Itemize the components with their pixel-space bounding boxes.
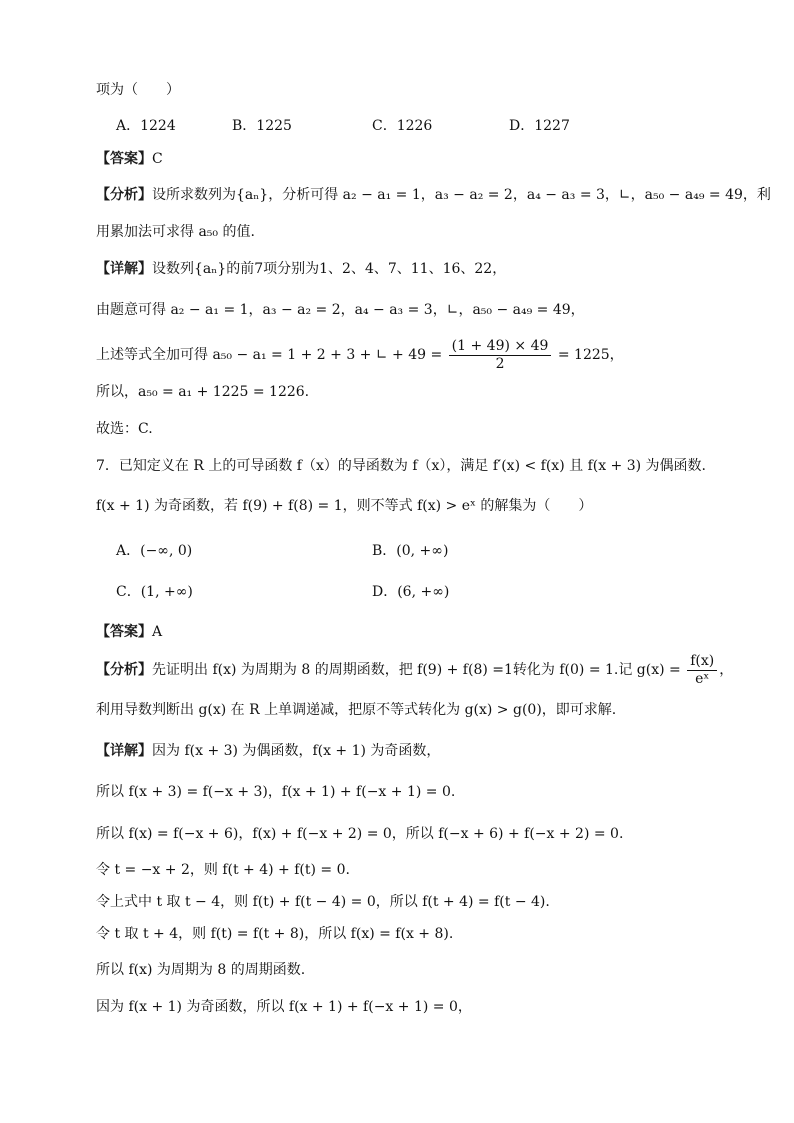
option-c: C．(1, +∞) xyxy=(116,584,193,600)
analysis-tag: 【分析】 xyxy=(96,662,152,678)
detail-line-6: 令 t 取 t + 4，则 f(t) = f(t + 8)，所以 f(x) = f(x + 8). xyxy=(96,926,454,942)
option-d: D．1227 xyxy=(509,118,570,134)
detail-line-3: 所以 f(x) = f(−x + 6)，f(x) + f(−x + 2) = 0，所以 f(−x + 6) + f(−x + 2) = 0. xyxy=(96,826,624,842)
detail-tag: 【详解】 xyxy=(96,743,152,759)
option-a: A．1224 xyxy=(116,118,176,134)
analysis-tag: 【分析】 xyxy=(96,187,152,203)
answer-tag: 【答案】 xyxy=(96,151,152,167)
detail-line-5: 故选：C. xyxy=(96,421,153,437)
answer-line xyxy=(96,149,163,169)
detail-line-4: 所以，a₅₀ = a₁ + 1225 = 1226. xyxy=(96,384,310,400)
answer-line xyxy=(96,622,162,642)
option-b: B．1225 xyxy=(232,118,292,134)
detail-line-5: 令上式中 t 取 t − 4，则 f(t) + f(t − 4) = 0，所以 f(t + 4) = f(t − 4). xyxy=(96,894,550,910)
answer-value: A xyxy=(152,624,163,640)
detail-line-8: 因为 f(x + 1) 为奇函数，所以 f(x + 1) + f(−x + 1) = 0， xyxy=(96,999,472,1015)
question-7-stem-line-2: f(x + 1) 为奇函数，若 f(9) + f(8) = 1，则不等式 f(x) > eˣ 的解集为（ ） xyxy=(96,498,593,514)
detail-line-2: 由题意可得 a₂ − a₁ = 1，a₃ − a₂ = 2，a₄ − a₃ = 3，∟，a₅₀ − a₄₉ = 49， xyxy=(96,302,585,318)
detail-line-4: 令 t = −x + 2，则 f(t + 4) + f(t) = 0. xyxy=(96,862,350,878)
detail-line-1: 【详解】因为 f(x + 3) 为偶函数，f(x + 1) 为奇函数， xyxy=(96,743,441,759)
g-definition-fraction: $\frac{f(x)}{\text{eˣ}}$ xyxy=(687,653,717,688)
answer-value: C xyxy=(152,151,163,167)
question-6-stem-tail: 项为（ ） xyxy=(96,82,180,98)
detail-line-3: 上述等式全加可得 a₅₀ − a₁ = 1 + 2 + 3 + ∟ + 49 = $\frac{(1 + 49) \times 49}{2}$ = 1225， xyxy=(96,337,624,372)
detail-tag: 【详解】 xyxy=(96,261,152,277)
option-d: D．(6, +∞) xyxy=(372,584,450,600)
option-b: B．(0, +∞) xyxy=(372,543,449,559)
answer-tag: 【答案】 xyxy=(96,624,152,640)
analysis-line-1: 【分析】设所求数列为{aₙ}，分析可得 a₂ − a₁ = 1，a₃ − a₂ = 2，a₄ − a₃ = 3，∟，a₅₀ − a₄₉ = 49，利 xyxy=(96,187,771,203)
sum-fraction: $\frac{(1 + 49) \times 49}{2}$ xyxy=(449,338,552,373)
detail-line-7: 所以 f(x) 为周期为 8 的周期函数. xyxy=(96,962,306,978)
analysis-line-1: 【分析】先证明出 f(x) 为周期为 8 的周期函数，把 f(9) + f(8) =1转化为 f(0) = 1.记 g(x) = $\frac{f(x)}{\text{eˣ}}$ ， xyxy=(96,652,734,687)
analysis-line-2: 利用导数判断出 g(x) 在 R 上单调递减，把原不等式转化为 g(x) > g(0)，即可求解. xyxy=(96,702,617,718)
option-a: A．(−∞, 0) xyxy=(116,543,193,559)
analysis-line-2: 用累加法可求得 a₅₀ 的值. xyxy=(96,224,255,240)
detail-line-2: 所以 f(x + 3) = f(−x + 3)，f(x + 1) + f(−x + 1) = 0. xyxy=(96,784,456,800)
question-7-stem-line-1: 7．已知定义在 R 上的可导函数 f（x）的导函数为 f（x），满足 f′(x) < f(x) 且 f(x + 3) 为偶函数. xyxy=(96,458,707,474)
detail-line-1: 【详解】设数列{aₙ}的前7项分别为1、2、4、7、11、16、22， xyxy=(96,261,507,277)
option-c: C．1226 xyxy=(372,118,433,134)
